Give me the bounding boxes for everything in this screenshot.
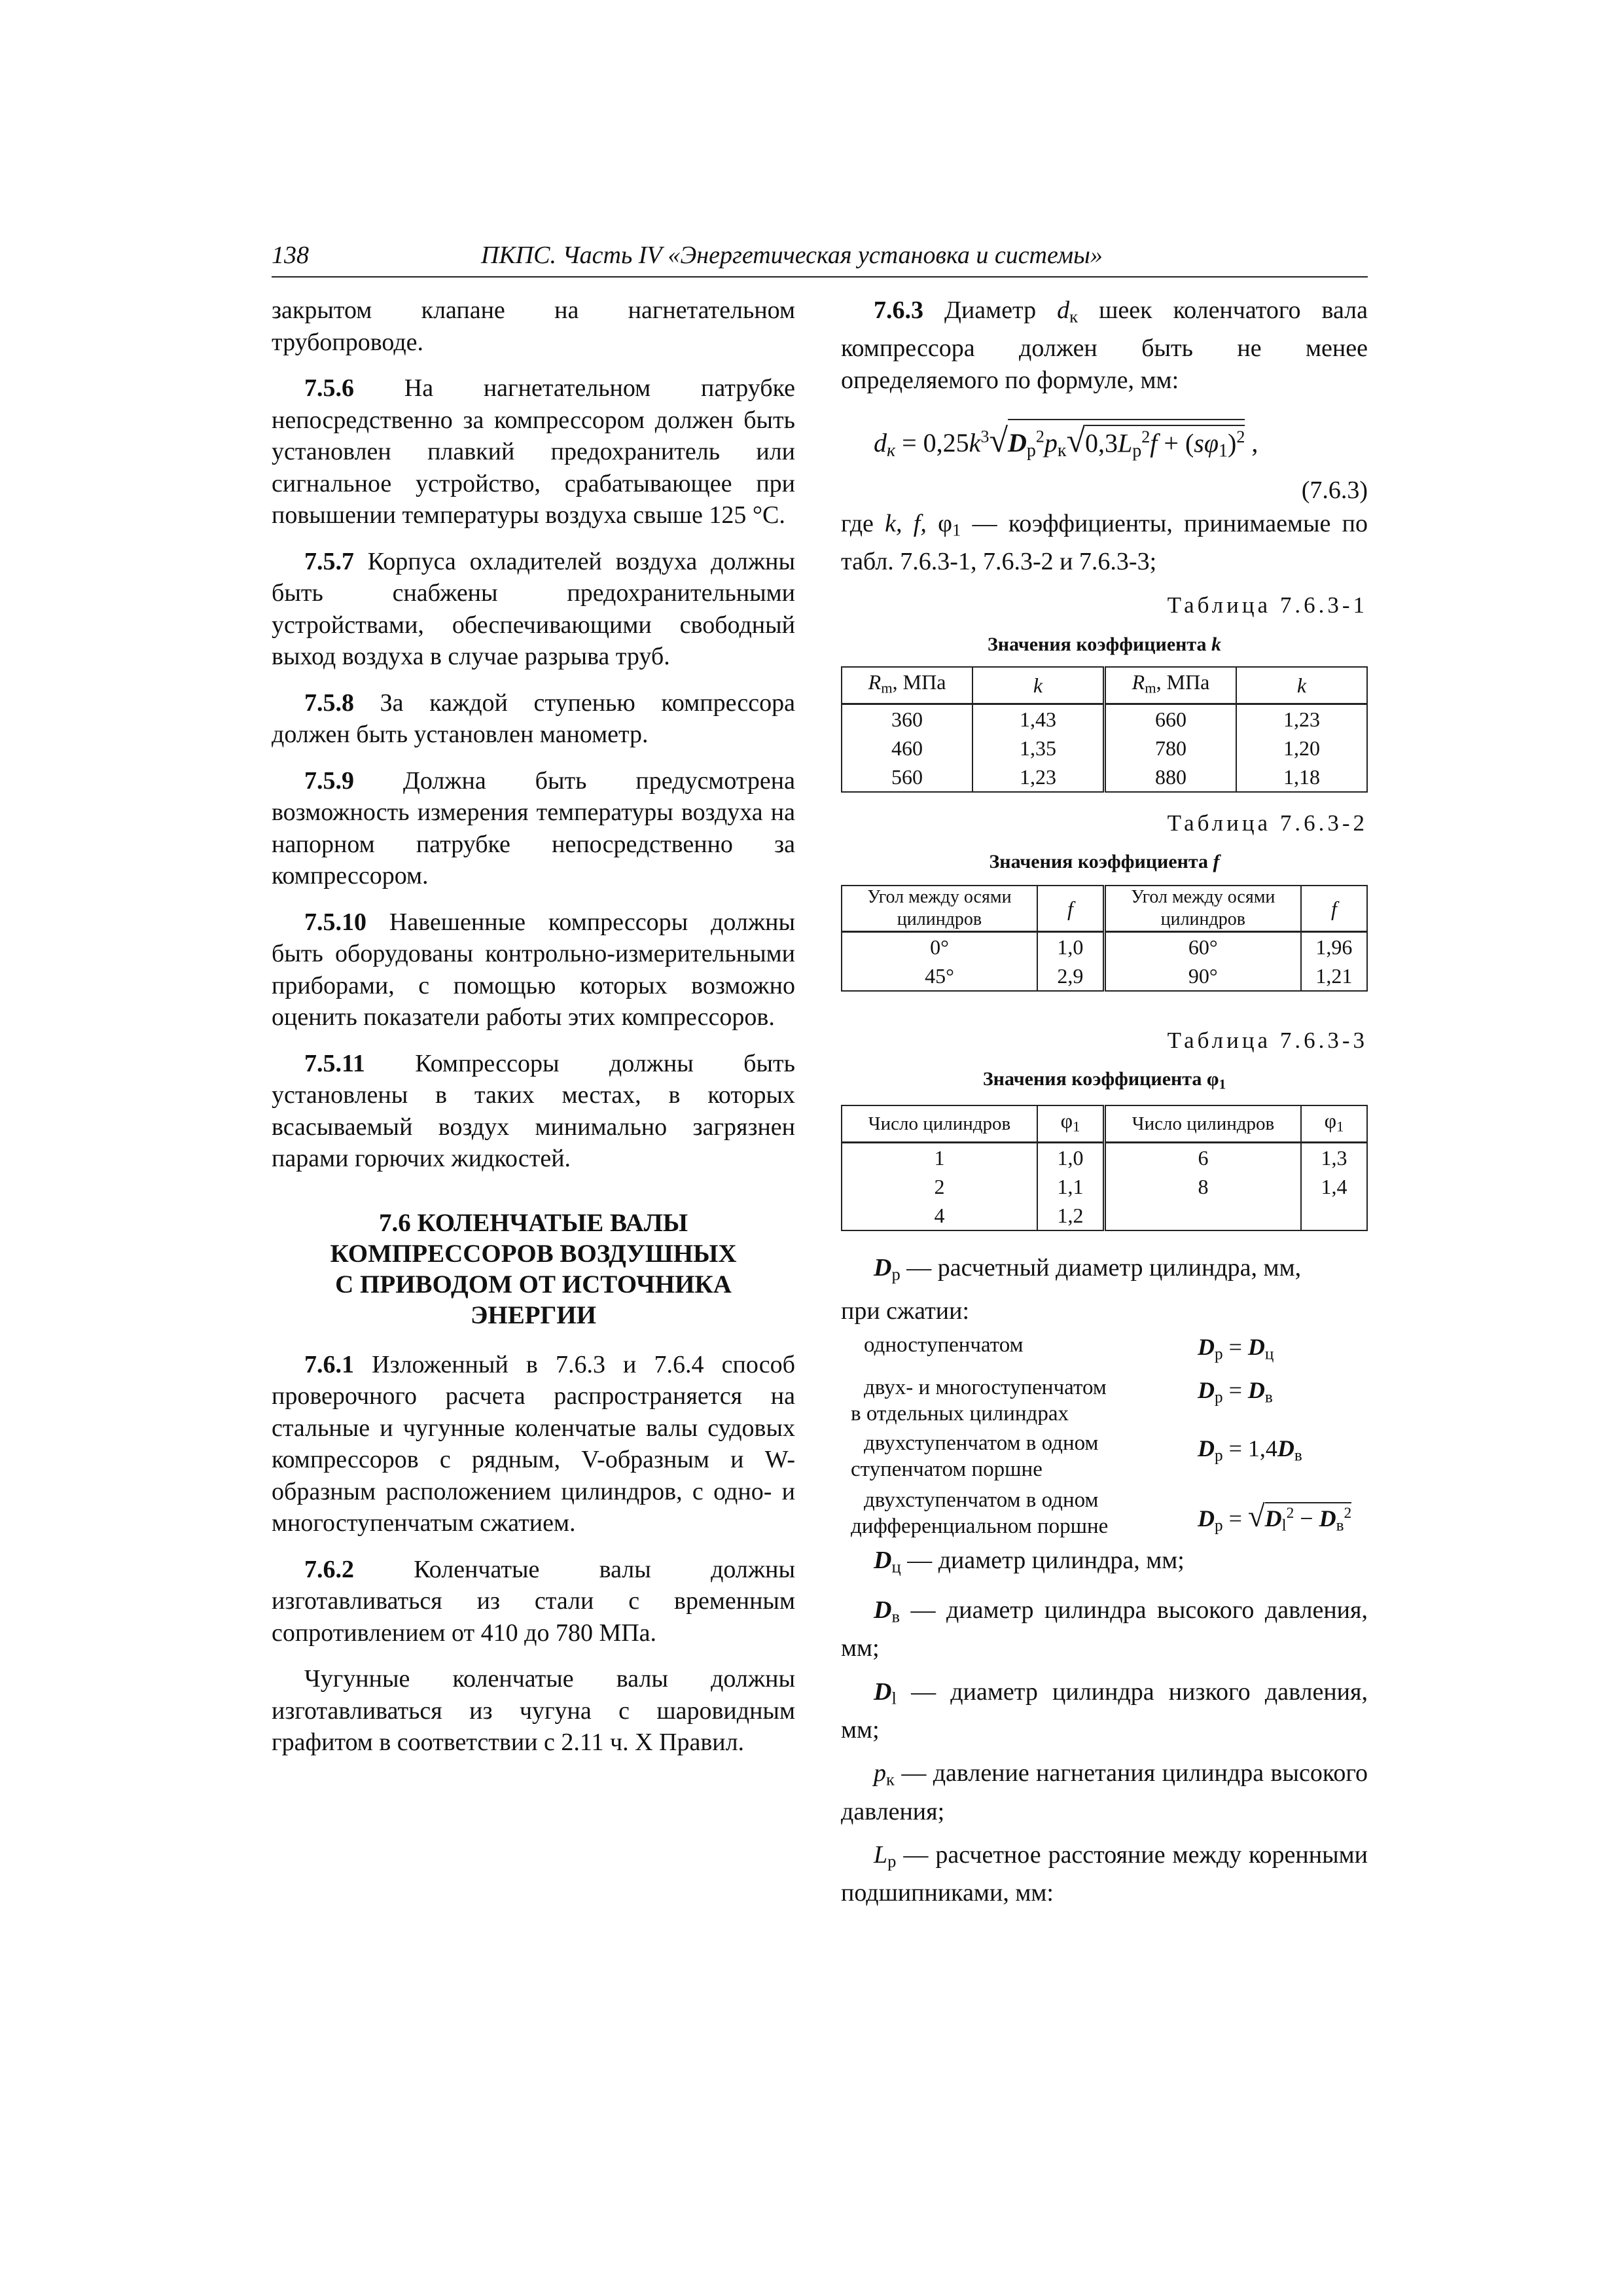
formula-operator: = — [1222, 1334, 1248, 1360]
header-unit: , МПа — [892, 670, 946, 694]
formula-subscript: р — [1026, 440, 1036, 461]
section-heading-line: С ПРИВОДОМ ОТ ИСТОЧНИКА — [335, 1270, 732, 1299]
table-cell: 8 — [1104, 1172, 1301, 1201]
dv-definition — [841, 1594, 1368, 1664]
table-cell: 1,3 — [1301, 1142, 1367, 1172]
symbol-D: D — [874, 1547, 892, 1574]
table-header-cell — [1104, 667, 1236, 704]
formula-subscript: в — [1336, 1516, 1344, 1535]
table-header-cell — [1236, 667, 1367, 704]
formula-number: 0,3 — [1085, 428, 1118, 457]
left-column — [272, 295, 795, 1759]
table-cell: 1,21 — [1301, 961, 1367, 991]
table-header-cell: Число цилиндров — [842, 1105, 1037, 1142]
table-header-cell — [1301, 886, 1367, 932]
table-header-cell — [842, 667, 972, 704]
section-heading — [272, 1208, 795, 1331]
exponent: 2 — [1035, 427, 1044, 446]
dp-formula-2 — [1198, 1376, 1273, 1407]
formula-subscript: р — [1215, 1388, 1223, 1407]
formula-operator: + ( — [1157, 428, 1194, 457]
dl-definition — [841, 1676, 1368, 1746]
paragraph-cast-iron: Чугунные коленчатые валы должны изготавливаться из чугуна с шаровидным графитом в соответствии с 2.11 ч. X Правил. — [272, 1665, 795, 1756]
table-7-6-3-2 — [841, 885, 1368, 992]
clause-number: 7.6.2 — [304, 1555, 354, 1583]
table-cell: 2,9 — [1037, 961, 1104, 991]
clause-number: 7.5.9 — [304, 766, 354, 795]
header-symbol: f — [1067, 897, 1073, 920]
table-7-6-3-1 — [841, 666, 1368, 793]
table-title-text: Значения коэффициента — [989, 851, 1213, 872]
clause-text: На нагнетательном патрубке непосредственно за компрессором должен быть установлен плавкий предохранитель или сигнальное устройство, срабатывающее при повышении температуры воздуха свыше 125 °С. — [272, 374, 795, 529]
symbol-D: D — [874, 1677, 892, 1706]
table-cell — [1104, 1201, 1301, 1230]
formula-number: (7.6.3) — [1301, 476, 1368, 504]
formula-symbol: D — [1319, 1505, 1336, 1532]
table-cell: 660 — [1104, 704, 1236, 734]
header-line: цилиндров — [897, 909, 982, 929]
table-row — [842, 704, 1367, 734]
exponent: 2 — [1286, 1505, 1294, 1522]
clause-text: Должна быть предусмотрена возможность измерения температуры воздуха на напорном патрубке непосредственно за компрессором. — [272, 766, 795, 889]
symbol-subscript: р — [891, 1264, 901, 1284]
formula-subscript: р — [1215, 1446, 1223, 1465]
formula-operator: = 1,4 — [1222, 1435, 1277, 1462]
paragraph-7-6-1 — [272, 1349, 795, 1539]
formula-operator: − — [1294, 1505, 1319, 1532]
formula-symbol: D — [1264, 1505, 1282, 1532]
lp-definition — [841, 1839, 1368, 1909]
table-cell: 1,20 — [1236, 734, 1367, 762]
table-7-6-3-3 — [841, 1105, 1368, 1231]
formula-subscript: в — [1264, 1388, 1273, 1407]
table-header-cell — [1104, 886, 1300, 932]
exponent: 2 — [1236, 427, 1245, 446]
formula-subscript: ц — [1264, 1345, 1274, 1363]
table-cell: 880 — [1104, 762, 1236, 792]
symbol-d: d — [1057, 296, 1070, 324]
dp-definition — [841, 1252, 1368, 1327]
clause-number: 7.5.10 — [304, 908, 366, 936]
symbol-subscript: ц — [891, 1556, 901, 1577]
table-row — [842, 762, 1367, 792]
table-cell: 1,18 — [1236, 762, 1367, 792]
where-text: где — [841, 510, 885, 537]
symbol-D: D — [874, 1254, 892, 1282]
running-title: ПКПС. Часть IV «Энергетическая установка и системы» — [481, 242, 1103, 269]
header-symbol: φ — [1324, 1109, 1337, 1132]
table-title-text: Значения коэффициента — [982, 1068, 1207, 1090]
where-subscript: 1 — [952, 520, 961, 540]
dp-formula-1 — [1198, 1333, 1274, 1363]
clause-number: 7.5.11 — [304, 1049, 365, 1077]
paragraph-7-5-7 — [272, 546, 795, 673]
formula-symbol: D — [1277, 1435, 1294, 1462]
formula-symbol: φ — [1204, 428, 1219, 457]
dp-formula-3 — [1198, 1435, 1302, 1465]
formula-symbol: d — [874, 428, 887, 457]
header-unit: , МПа — [1156, 670, 1210, 694]
compression-case-1: одноступенчатом — [864, 1333, 1024, 1357]
table-cell: 360 — [842, 704, 972, 734]
table-1-title — [841, 634, 1368, 656]
paragraph-7-5-8 — [272, 687, 795, 751]
header-subscript: m — [881, 679, 893, 696]
table-2-caption: Таблица 7.6.3-2 — [1167, 810, 1368, 836]
table-cell: 1 — [842, 1142, 1037, 1172]
where-text: — коэффициенты, принимаемые по табл. 7.6.3-1, 7.6.3-2 и 7.6.3-3; — [841, 510, 1368, 576]
table-cell: 780 — [1104, 734, 1236, 762]
case-line: ступенчатом поршне — [851, 1458, 1043, 1481]
table-title-symbol: k — [1211, 634, 1222, 655]
header-symbol: k — [1033, 673, 1043, 697]
clause-text: Навешенные компрессоры должны быть оборудованы контрольно-измерительными приборами, с помощью которых возможно оценить показатели работы этих компрессоров. — [272, 908, 795, 1031]
table-header-cell — [1037, 1105, 1104, 1142]
where-paragraph — [841, 508, 1368, 578]
table-title-subscript: 1 — [1219, 1076, 1226, 1092]
definition-text: — давление нагнетания цилиндра высокого давления; — [841, 1759, 1368, 1825]
formula-symbol: f — [1150, 428, 1158, 457]
paragraph-7-5-10 — [272, 906, 795, 1033]
symbol-subscript: р — [887, 1851, 897, 1871]
table-header-cell: Число цилиндров — [1104, 1105, 1301, 1142]
clause-text: Диаметр — [923, 296, 1058, 324]
formula-operator: , — [1245, 428, 1258, 457]
radical-sign-icon: √ — [1247, 1499, 1265, 1534]
table-cell: 1,0 — [1037, 932, 1104, 962]
header-subscript: 1 — [1073, 1118, 1080, 1135]
header-symbol: R — [1132, 670, 1145, 694]
formula-operator: = — [1222, 1505, 1248, 1532]
table-cell: 560 — [842, 762, 972, 792]
dp-paragraph — [841, 1252, 1368, 1290]
table-row — [842, 961, 1367, 991]
formula-subscript: в — [1294, 1446, 1302, 1465]
clause-text: Компрессоры должны быть установлены в таких местах, в которых всасываемый воздух минимально загрязнен парами горючих жидкостей. — [272, 1049, 795, 1172]
table-cell: 60° — [1104, 932, 1300, 962]
clause-text: Изложенный в 7.6.3 и 7.6.4 способ проверочного расчета распространяется на стальные и чугунные коленчатые валы судовых компрессоров с рядным, V-образным и W-образным расположением цилиндров, с одно- и многоступенчатым сжатием. — [272, 1350, 795, 1537]
formula-subscript: р — [1215, 1345, 1223, 1363]
compression-case-3 — [851, 1430, 1178, 1482]
formula-operator: = — [1222, 1377, 1248, 1403]
root-index: 3 — [980, 427, 990, 446]
paragraph-7-5-11 — [272, 1048, 795, 1175]
where-symbol-phi: φ — [926, 510, 953, 537]
right-column — [841, 295, 1368, 396]
table-cell: 90° — [1104, 961, 1300, 991]
page-number: 138 — [272, 242, 309, 269]
clause-text: шеек коленчатого вала компрессора должен быть не менее определяемого по формуле, мм: — [841, 296, 1368, 394]
symbol-subscript: к — [1069, 306, 1079, 327]
table-cell: 460 — [842, 734, 972, 762]
compression-case-4 — [851, 1487, 1178, 1539]
symbol-p: p — [874, 1759, 886, 1787]
table-cell: 1,0 — [1037, 1142, 1104, 1172]
table-title-text: Значения коэффициента — [987, 634, 1212, 655]
definition-text: — диаметр цилиндра высокого давления, мм; — [841, 1596, 1368, 1662]
definition-text: при сжатии: — [841, 1297, 970, 1325]
table-cell: 1,96 — [1301, 932, 1367, 962]
symbol-subscript: к — [886, 1770, 895, 1790]
paragraph-7-5-9 — [272, 765, 795, 892]
table-cell: 4 — [842, 1201, 1037, 1230]
table-row — [842, 1172, 1367, 1201]
header-line: Угол между осями — [867, 887, 1012, 907]
compression-case-2 — [851, 1374, 1178, 1427]
table-header-cell — [1301, 1105, 1367, 1142]
case-line: двухступенчатом в одном — [864, 1431, 1099, 1455]
table-cell: 1,23 — [1236, 704, 1367, 734]
pk-definition — [841, 1757, 1368, 1827]
table-3-caption: Таблица 7.6.3-3 — [1167, 1028, 1368, 1053]
table-title-symbol: φ — [1206, 1068, 1219, 1090]
inner-radicand — [1085, 425, 1245, 461]
formula-symbol: k — [969, 428, 981, 457]
table-2-title — [841, 851, 1368, 873]
formula-operator: = 0,25 — [895, 428, 969, 457]
table-cell: 1,35 — [972, 734, 1104, 762]
table-header-row — [842, 667, 1367, 704]
formula-symbol: D — [1007, 428, 1027, 457]
table-cell: 1,2 — [1037, 1201, 1104, 1230]
header-symbol: φ — [1060, 1109, 1073, 1132]
header-line: Угол между осями — [1131, 887, 1275, 907]
clause-number: 7.5.8 — [304, 689, 354, 717]
clause-number: 7.5.7 — [304, 547, 354, 575]
table-cell: 0° — [842, 932, 1037, 962]
table-cell: 1,43 — [972, 704, 1104, 734]
table-1-caption: Таблица 7.6.3-1 — [1167, 592, 1368, 618]
header-rule — [272, 276, 1368, 278]
formula-symbol: s — [1194, 428, 1204, 457]
formula-7-6-3 — [874, 419, 1258, 461]
definition-text: — расчетное расстояние между коренными подшипниками, мм: — [841, 1841, 1368, 1907]
table-cell: 1,23 — [972, 762, 1104, 792]
header-symbol: f — [1330, 897, 1337, 920]
symbol-subscript: в — [891, 1606, 901, 1626]
radicand — [1265, 1502, 1352, 1535]
table-header-row — [842, 886, 1367, 932]
symbol-D: D — [874, 1596, 892, 1624]
table-3-title — [841, 1068, 1368, 1092]
section-heading-line: КОМПРЕССОРОВ ВОЗДУШНЫХ — [330, 1239, 737, 1268]
formula-symbol: D — [1198, 1505, 1215, 1532]
formula-symbol: D — [1198, 1435, 1215, 1462]
formula-symbol: D — [1247, 1334, 1265, 1360]
definition-text: — расчетный диаметр цилиндра, мм, — [900, 1254, 1302, 1282]
table-cell: 45° — [842, 961, 1037, 991]
radicand — [1008, 419, 1245, 461]
symbol-subscript: l — [891, 1688, 897, 1708]
formula-symbol: D — [1198, 1334, 1215, 1360]
exponent: 2 — [1344, 1505, 1352, 1522]
formula-symbol: p — [1044, 428, 1058, 457]
paragraph-continued: закрытом клапане на нагнетательном трубопроводе. — [272, 296, 795, 356]
header-symbol: k — [1296, 673, 1307, 697]
formula-symbol: D — [1247, 1377, 1265, 1403]
paragraph-7-6-2 — [272, 1554, 795, 1649]
definitions-list — [841, 1545, 1368, 1909]
where-symbols: k, f, — [885, 510, 927, 537]
table-title-symbol: f — [1213, 851, 1220, 872]
definition-text: — диаметр цилиндра низкого давления, мм; — [841, 1677, 1368, 1744]
clause-number: 7.6.3 — [874, 296, 923, 324]
header-subscript: 1 — [1336, 1118, 1344, 1135]
formula-symbol: D — [1198, 1377, 1215, 1403]
paragraph-7-5-6 — [272, 372, 795, 531]
table-row — [842, 1142, 1367, 1172]
clause-number: 7.5.6 — [304, 374, 354, 402]
formula-subscript: 1 — [1219, 440, 1228, 461]
case-line: двухступенчатом в одном — [864, 1488, 1099, 1512]
clause-text: Коленчатые валы должны изготавливаться из стали с временным сопротивлением от 410 до 780 МПа. — [272, 1555, 795, 1647]
clause-text: Корпуса охладителей воздуха должны быть снабжены предохранительными устройствами, обеспечивающими свободный выход воздуха в случае разрыва труб. — [272, 547, 795, 670]
header-subscript: m — [1145, 679, 1156, 696]
case-line: двух- и многоступенчатом — [864, 1376, 1107, 1399]
table-cell: 1,4 — [1301, 1172, 1367, 1201]
table-cell: 6 — [1104, 1142, 1301, 1172]
table-header-row — [842, 1105, 1367, 1142]
definition-text: — диаметр цилиндра, мм; — [901, 1547, 1185, 1574]
table-row — [842, 734, 1367, 762]
table-row — [842, 932, 1367, 962]
header-line: цилиндров — [1160, 909, 1245, 929]
radical-sign-icon: √ — [1066, 422, 1086, 459]
paragraph-7-6-3 — [841, 295, 1368, 396]
formula-operator: ) — [1228, 428, 1237, 457]
formula-subscript: l — [1281, 1516, 1287, 1535]
dp-formula-4 — [1198, 1499, 1351, 1535]
table-row — [842, 1201, 1367, 1230]
table-cell — [1301, 1201, 1367, 1230]
table-header-cell — [972, 667, 1104, 704]
formula-subscript: р — [1215, 1516, 1223, 1535]
case-line: дифференциальном поршне — [851, 1515, 1109, 1538]
formula-symbol: L — [1118, 428, 1133, 457]
radical-sign-icon: √ — [989, 422, 1008, 459]
symbol-L: L — [874, 1841, 888, 1869]
table-cell: 1,1 — [1037, 1172, 1104, 1201]
formula-subscript: к — [1057, 440, 1067, 461]
clause-text: За каждой ступенью компрессора должен быть установлен манометр. — [272, 689, 795, 748]
dc-definition — [841, 1545, 1368, 1583]
case-line: в отдельных цилиндрах — [851, 1402, 1069, 1426]
exponent: 2 — [1141, 427, 1150, 446]
formula-subscript: к — [887, 440, 896, 461]
where-block — [841, 508, 1368, 578]
section-heading-line: 7.6 КОЛЕНЧАТЫЕ ВАЛЫ — [378, 1208, 688, 1237]
table-header-cell — [1037, 886, 1104, 932]
table-header-cell — [842, 886, 1037, 932]
header-symbol: R — [868, 670, 882, 694]
clause-number: 7.6.1 — [304, 1350, 354, 1378]
formula-subscript: р — [1132, 440, 1142, 461]
table-cell: 2 — [842, 1172, 1037, 1201]
section-heading-line: ЭНЕРГИИ — [470, 1300, 597, 1329]
